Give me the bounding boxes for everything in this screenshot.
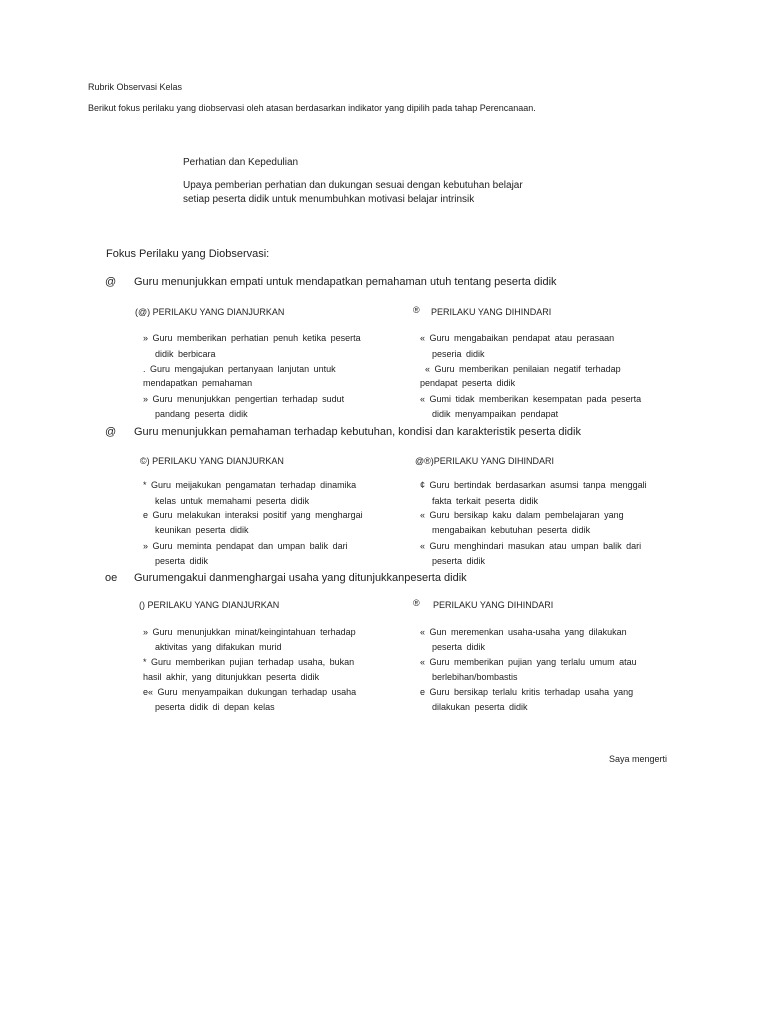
section-3-right-line: berlebihan/bombastis (432, 672, 518, 682)
section-2-right-line: peserta didik (432, 556, 486, 566)
rubric-title: Rubrik Observasi Kelas (88, 82, 183, 92)
section-2-left-line: kelas untuk memahami peserta didik (155, 496, 310, 506)
section-3-right-header-marker: ® (413, 598, 420, 608)
section-3-left-line: hasil akhir, yang ditunjukkan peserta didik (143, 672, 320, 682)
section-3-left-line: » Guru menunjukkan minat/keingintahuan terhadap (143, 627, 356, 637)
section-3-left-line: e« Guru menyampaikan dukungan terhadap usaha (143, 687, 357, 697)
section-2-left-line: peserta didik (155, 556, 209, 566)
section-2-left-line: * Guru meijakukan pengamatan terhadap dinamika (143, 480, 357, 490)
section-2-right-line: fakta terkait peserta didik (432, 496, 539, 506)
section-2-right-line: mengabaikan kebutuhan peserta didik (432, 525, 591, 535)
section-1-right-line: « Guru memberikan penilaian negatif terhadap (425, 364, 621, 374)
section-3-title: Gurumengakui danmenghargai usaha yang ditunjukkanpeserta didik (134, 572, 467, 584)
section-1-left-line: » Guru menunjukkan pengertian terhadap sudut (143, 394, 345, 404)
section-3-right-line: peserta didik (432, 642, 486, 652)
section-1-right-line: peseria didik (432, 349, 485, 359)
section-1-marker: @ (105, 276, 117, 288)
section-1-left-header: (@) PERILAKU YANG DIANJURKAN (135, 307, 285, 317)
section-1-right-line: pendapat peserta didik (420, 378, 516, 388)
section-2-title: Guru menunjukkan pemahaman terhadap kebutuhan, kondisi dan karakteristik peserta didik (134, 426, 581, 438)
section-3-right-line: e Guru bersikap terlalu kritis terhadap usaha yang (420, 687, 634, 697)
section-1-right-header: PERILAKU YANG DIHINDARI (431, 307, 552, 317)
competency-desc-line1: Upaya pemberian perhatian dan dukungan sesuai dengan kebutuhan belajar (183, 180, 523, 191)
section-3-left-header: () PERILAKU YANG DIANJURKAN (139, 600, 280, 610)
section-1-right-line: didik menyampaikan pendapat (432, 409, 559, 419)
section-3-marker: oe (105, 572, 118, 584)
competency-name: Perhatian dan Kepedulian (183, 157, 299, 168)
section-2-left-line: e Guru melakukan interaksi positif yang menghargai (143, 510, 363, 520)
section-3-right-line: « Gun meremenkan usaha-usaha yang dilakukan (420, 627, 627, 637)
section-3-right-header: PERILAKU YANG DIHINDARI (433, 600, 554, 610)
section-3-right-line: dilakukan peserta didik (432, 702, 528, 712)
section-2-left-line: » Guru meminta pendapat dan umpan balik dari (143, 541, 348, 551)
section-2-right-line: « Guru menghindari masukan atau umpan balik dari (420, 541, 642, 551)
section-1-left-line: didik berbicara (155, 349, 216, 359)
section-1-right-line: « Gumi tidak memberikan kesempatan pada peserta (420, 394, 642, 404)
section-2-marker: @ (105, 426, 117, 438)
section-1-right-line: « Guru mengabaikan pendapat atau perasaan (420, 333, 615, 343)
section-2-right-header: @®)PERILAKU YANG DIHINDARI (415, 456, 554, 466)
section-1-left-line: pandang peserta didik (155, 409, 248, 419)
section-2-right-line: « Guru bersikap kaku dalam pembelajaran yang (420, 510, 624, 520)
section-3-right-line: « Guru memberikan pujian yang terlalu umum atau (420, 657, 637, 667)
focus-title: Fokus Perilaku yang Diobservasi: (106, 248, 270, 260)
section-2-left-header: ©) PERILAKU YANG DIANJURKAN (140, 456, 284, 466)
section-1-left-line: . Guru mengajukan pertanyaan lanjutan untuk (143, 364, 336, 374)
section-2-right-line: ¢ Guru bertindak berdasarkan asumsi tanpa menggali (420, 480, 647, 490)
section-1-left-line: » Guru memberikan perhatian penuh ketika peserta (143, 333, 361, 343)
section-2-left-line: keunikan peserta didik (155, 525, 249, 535)
section-1-right-header-marker: ® (413, 305, 420, 315)
competency-desc-line2: setiap peserta didik untuk menumbuhkan motivasi belajar intrinsik (183, 194, 475, 205)
section-3-left-line: aktivitas yang difakukan murid (155, 642, 282, 652)
footer-note: Saya mengerti (609, 754, 668, 764)
intro-text: Berikut fokus perilaku yang diobservasi oleh atasan berdasarkan indikator yang dipilih pada tahap Perencanaan. (88, 103, 536, 113)
section-1-title: Guru menunjukkan empati untuk mendapatkan pemahaman utuh tentang peserta didik (134, 276, 557, 288)
section-1-left-line: mendapatkan pemahaman (143, 378, 253, 388)
section-3-left-line: peserta didik di depan kelas (155, 702, 275, 712)
section-3-left-line: * Guru memberikan pujian terhadap usaha, bukan (143, 657, 355, 667)
